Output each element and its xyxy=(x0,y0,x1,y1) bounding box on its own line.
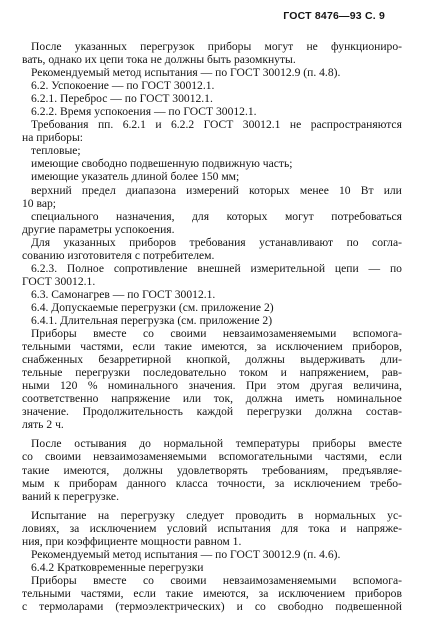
text-line: Приборы вместе со своими невзаимозаменяемыми вспомога- xyxy=(31,327,402,341)
text-line: специального назначения, для которых могут потребоваться xyxy=(31,209,402,223)
text-line: ГОСТ 30012.1. xyxy=(22,274,96,288)
running-header: ГОСТ 8476—93 С. 9 xyxy=(283,10,385,22)
text-line: снабженных безарретирной кнопкой, должны выдерживать дли- xyxy=(22,353,402,367)
text-line: 6.2.2. Время успокоения — по ГОСТ 30012.1. xyxy=(31,105,257,119)
text-line: Приборы вместе со своими невзаимозаменяемыми вспомога- xyxy=(31,573,402,587)
text-line: 10 вар; xyxy=(22,196,56,210)
text-line: Испытание на перегрузку следует проводить в нормальных ус- xyxy=(31,508,402,522)
text-line: 6.2.1. Переброс — по ГОСТ 30012.1. xyxy=(31,92,213,106)
text-line: 6.4. Допускаемые перегрузки (см. приложение 2) xyxy=(31,300,274,314)
text-line: тельными частями, если такие имеются, за исключением приборов xyxy=(22,586,402,600)
text-line: Рекомендуемый метод испытания — по ГОСТ 30012.9 (п. 4.8). xyxy=(31,66,341,80)
text-line: Для указанных приборов требования устанавливают по согла- xyxy=(31,235,402,249)
text-line: значение. Продолжительность каждой перегрузки должна состав- xyxy=(22,405,402,419)
text-line: с термоларами (термоэлектрических) и со свободно подвешенной xyxy=(22,599,402,613)
text-line: сованию изготовителя с потребителем. xyxy=(22,248,215,262)
text-line: лять 2 ч. xyxy=(22,418,64,432)
text-line: После остывания до нормальной температуры приборы вместе xyxy=(31,437,402,451)
text-line: 6.4.2 Кратковременные перегрузки xyxy=(31,560,204,574)
text-line: верхний предел диапазона измерений которых менее 10 Вт или xyxy=(31,183,402,197)
text-line: 6.4.1. Длительная перегрузка (см. приложение 2) xyxy=(31,313,273,327)
text-line: тельными частями, если такие имеются, за исключением приборов, xyxy=(22,340,402,354)
text-line: ния, при коэффициенте мощности равном 1. xyxy=(22,534,242,548)
text-line: на приборы: xyxy=(22,131,83,145)
text-line: ловиях, за исключением условий испытания для тока и напряже- xyxy=(22,521,402,535)
text-line: имеющие указатель длиной более 150 мм; xyxy=(31,170,240,184)
text-line: со своими невзаимозаменяемыми вспомогательными частями, если xyxy=(22,450,402,464)
text-line: ными 120 % номинального значения. При этом другая величина, xyxy=(22,379,402,393)
text-line: такие имеются, должны удовлетворять требованиям, предъявляе- xyxy=(22,463,402,477)
text-line: имеющие свободно подвешенную подвижную часть; xyxy=(31,157,293,171)
text-line: соответственно напряжение или ток, должна иметь номинальное xyxy=(22,392,402,406)
text-line: Требования пп. 6.2.1 и 6.2.2 ГОСТ 30012.1 не распространяются xyxy=(31,118,402,132)
text-line: 6.2.3. Полное сопротивление внешней измерительной цепи — по xyxy=(31,261,402,275)
text-line: 6.2. Успокоение — по ГОСТ 30012.1. xyxy=(31,79,215,93)
text-line: 6.3. Самонагрев — по ГОСТ 30012.1. xyxy=(31,287,216,301)
document-body xyxy=(22,40,402,613)
text-line: тепловые; xyxy=(31,144,81,158)
text-line: тельные перегрузки последовательно током и напряжением, рав- xyxy=(22,366,402,380)
text-line: После указанных перегрузок приборы могут не функциониро- xyxy=(31,40,402,53)
text-line: ваний к перегрузке. xyxy=(22,489,119,503)
text-line: мым к приборам данного класса точности, за исключением требо- xyxy=(22,476,402,490)
text-line: другие параметры успокоения. xyxy=(22,222,175,236)
text-line: вать, однако их цепи тока не должны быть разомкнуты. xyxy=(22,53,296,67)
text-line: Рекомендуемый метод испытания — по ГОСТ 30012.9 (п. 4.6). xyxy=(31,547,341,561)
